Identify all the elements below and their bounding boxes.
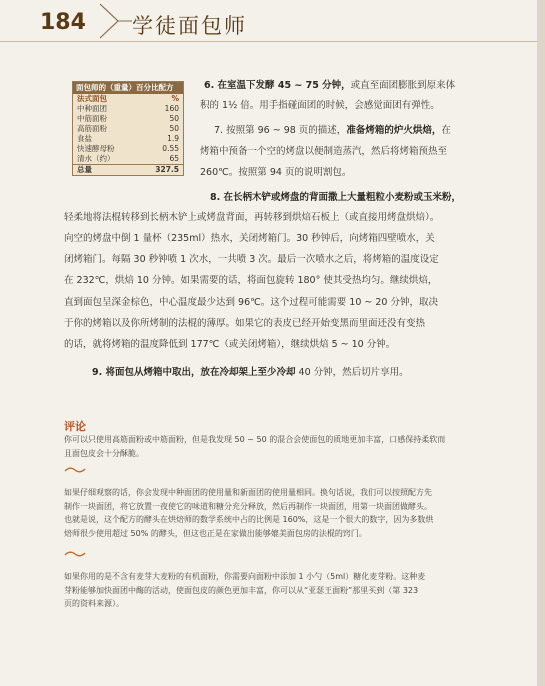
wave-divider-icon [64, 550, 86, 558]
step-7-text-end: 在 [441, 125, 451, 136]
recipe-ingredient: 快速酵母粉 [77, 144, 115, 153]
recipe-ingredient: 高筋面粉 [77, 124, 107, 133]
book-title: 学徒面包师 [132, 14, 247, 38]
comment-line: 如果仔细观察的话，你会发现中种面团的使用量和新面团的使用量相同。换句话说，我们可以按照配方先 [64, 488, 432, 497]
page-header [0, 0, 545, 42]
step-7-line-1 [214, 122, 526, 140]
step-8-line-5: 在 232℃，烘焙 10 分钟。如果需要的话，将面包旋转 180° 使其受热均匀。继续烘焙， [64, 275, 438, 286]
step-8-line-3: 向空的烤盘中倒 1 量杯（235ml）热水，关闭烤箱门。30 秒钟后，向烤箱四壁喷水，关 [64, 233, 435, 244]
step-8-line-2: 轻柔地将法棍转移到长柄木铲上或烤盘背面，再转移到烘焙石板上（或直接用烤盘烘焙）。 [64, 212, 440, 223]
page-number: 184 [40, 10, 86, 35]
recipe-row [73, 124, 183, 134]
step-9-bold: 9. 将面包从烤箱中取出，放在冷却架上至少冷却 [92, 367, 296, 378]
header-divider [0, 41, 545, 42]
recipe-row [73, 114, 183, 124]
recipe-row [73, 134, 183, 144]
comment-line: 你可以只使用高筋面粉或中筋面粉，但是我发现 50 ~ 50 的混合会使面包的质地更加丰富，口感保持柔软而 [64, 435, 446, 444]
step-7-text: 7. 按照第 96 ~ 98 页的描述， [214, 125, 347, 136]
comment-line: 焙师很少使用超过 50% 的酵头，但这也正是在家做出能够媲美面包房的法棍的窍门。 [64, 528, 367, 538]
recipe-row [73, 144, 183, 154]
recipe-pct: 1.9 [167, 134, 179, 143]
recipe-ingredient: 食盐 [77, 134, 92, 143]
recipe-caption: 面包师的（重量）百分比配方 [73, 82, 183, 94]
comment-para-2 [64, 486, 520, 540]
recipe-ingredient: 中种面团 [77, 104, 107, 113]
recipe-pct: 65 [169, 154, 179, 163]
step-6-line-1 [204, 77, 524, 95]
recipe-header-pct: % [171, 94, 179, 103]
recipe-pct: 50 [169, 114, 179, 123]
step-8-line-6: 直到面包呈深金棕色，中心温度最少达到 96℃。这个过程可能需要 10 ~ 20 分钟，取决 [64, 297, 438, 308]
comment-para-3 [64, 570, 520, 611]
recipe-header-ingredient: 法式面包 [77, 94, 107, 103]
recipe-total-label: 总量 [77, 165, 92, 174]
recipe-table [72, 81, 184, 176]
wave-divider-icon [64, 466, 86, 474]
comment-line: 芽粉能够加快面团中酶的活动，使面包皮的颜色更加丰富，你可以从“亚瑟王面粉”那里买到（第 323 [64, 585, 419, 595]
recipe-pct: 50 [169, 124, 179, 133]
comment-para-1 [64, 433, 520, 460]
comment-line: 页的资料来源）。 [64, 599, 124, 608]
recipe-ingredient: 清水（约） [77, 154, 115, 163]
recipe-total-row [73, 164, 183, 175]
step-6-bold: 6. 在室温下发酵 45 ~ 75 分钟， [204, 80, 351, 91]
comment-line: 且面包皮会十分酥脆。 [64, 448, 144, 458]
step-7-line-3: 260℃。按照第 94 页的说明割包。 [200, 167, 352, 178]
comment-title: 评论 [64, 420, 86, 433]
recipe-ingredient: 中筋面粉 [77, 114, 107, 123]
step-8-line-7: 于你的烤箱以及你所烤制的法棍的薄厚。如果它的表皮已经开始变黑而里面还没有变热 [64, 318, 426, 329]
recipe-pct: 0.55 [162, 144, 179, 153]
step-9-rest: 40 分钟，然后切片享用。 [295, 367, 409, 378]
step-8-line-1: 8. 在长柄木铲或烤盘的背面撒上大量粗粒小麦粉或玉米粉， [210, 192, 462, 203]
step-7-line-2: 烤箱中预备一个空的烤盘以便制造蒸汽，然后将烤箱预热至 [200, 146, 448, 157]
step-8-line-4: 闭烤箱门。每隔 30 秒钟喷 1 次水，一共喷 3 次。最后一次喷水之后，将烤箱的温度设定 [64, 254, 439, 265]
recipe-header-row [73, 94, 183, 104]
comment-line: 如果你用的是不含有麦芽大麦粉的有机面粉，你需要向面粉中添加 1 小勺（5ml）糖化麦芽粉。这种麦 [64, 572, 426, 581]
recipe-pct: 160 [164, 104, 179, 113]
recipe-total-pct: 327.5 [155, 165, 179, 174]
step-6-line-2: 积的 1½ 倍。用手指碰面团的时候，会感觉面团有弹性。 [200, 100, 440, 111]
page-edge-shadow [537, 0, 545, 686]
step-9 [92, 364, 532, 382]
comment-line: 制作一块面团，将它放置一夜使它的味道和糖分充分释放，然后再制作一块面团，用第一块面团做酵头。 [64, 501, 432, 511]
recipe-row [73, 104, 183, 114]
comment-line: 也就是说，这个配方的酵头在烘焙师的数学系统中占的比例是 160%，这是一个很大的数字，因为多数烘 [64, 515, 434, 524]
recipe-row [73, 154, 183, 164]
step-8-line-8: 的话，就将烤箱的温度降低到 177℃（或关闭烤箱），继续烘焙 5 ~ 10 分钟。 [64, 339, 396, 350]
step-6-rest: 或直至面团膨胀到原来体 [350, 80, 456, 91]
step-7-bold: 准备烤箱的炉火烘焙， [346, 125, 442, 136]
